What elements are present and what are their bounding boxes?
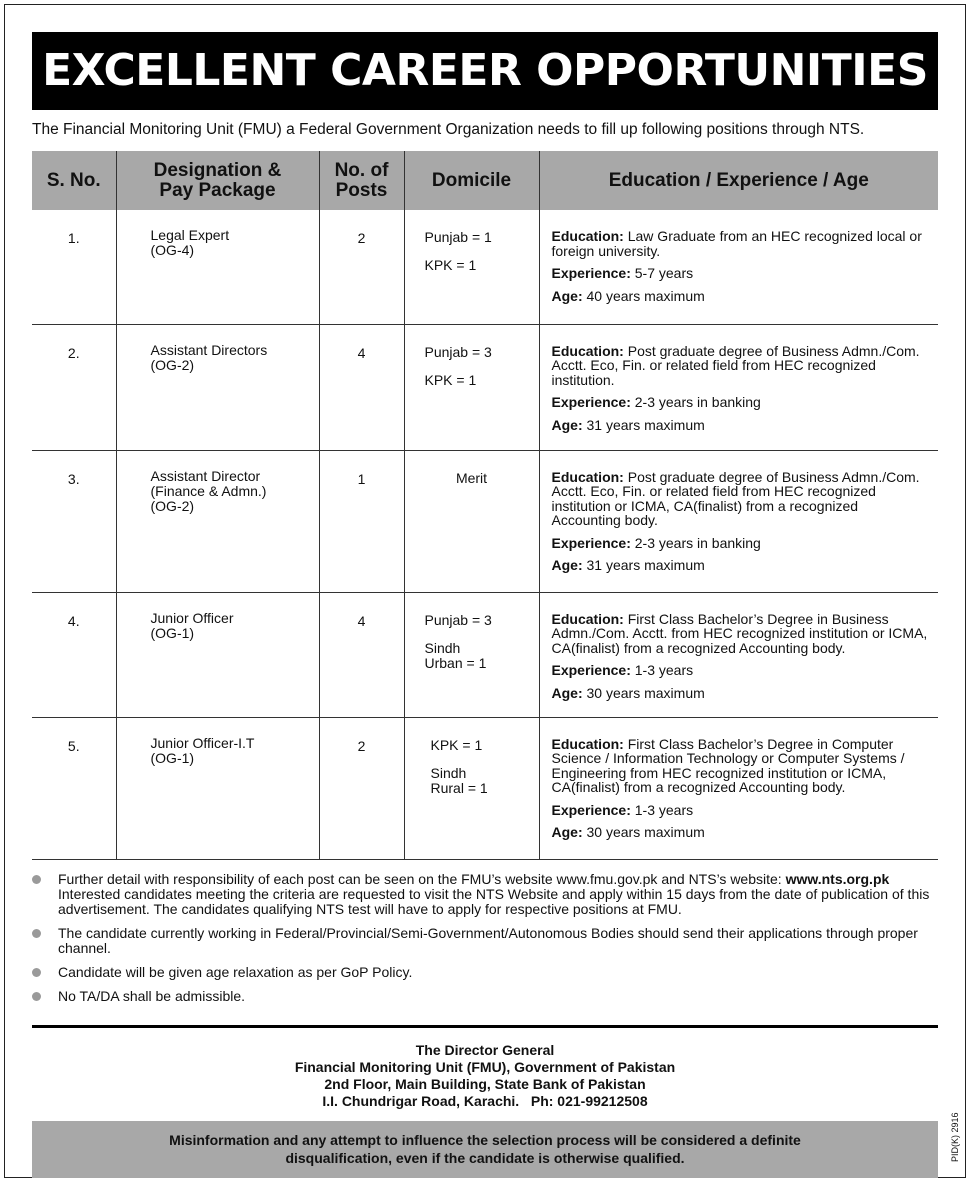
row-domicile (404, 592, 539, 717)
domicile-entry: KPK = 1 (430, 736, 483, 753)
experience-value: 2-3 years in banking (634, 394, 761, 410)
age-requirement (552, 418, 931, 433)
row-requirements (539, 717, 938, 859)
experience-requirement (552, 536, 931, 551)
experience-value: 1-3 years (634, 801, 694, 818)
table-row (32, 324, 938, 450)
age-value: 30 years maximum (586, 824, 705, 840)
education-value: First Class Bachelor’s Degree in Computer Science / Information Technology or Computer Systems / Engineering from HEC recognized institution or ICMA, CA(finalist) from a recognized Accounting body. (551, 735, 905, 795)
address-line: The Director General (415, 1042, 555, 1058)
experience-value: 2-3 years in banking (634, 534, 761, 551)
education-label: Education: (551, 468, 624, 485)
row-sno: 1. (67, 230, 80, 246)
note-text: No TA/DA shall be admissible. (58, 988, 246, 1004)
row-designation (116, 592, 319, 717)
header-designation-line1: Designation & (153, 159, 282, 181)
row-sno: 4. (67, 612, 80, 629)
experience-requirement (552, 803, 931, 818)
domicile-entry: KPK = 1 (424, 371, 477, 388)
designation-line: (OG-2) (150, 497, 195, 514)
education-label: Education: (551, 228, 624, 244)
list-item (32, 926, 942, 956)
contact-address (32, 1042, 938, 1110)
row-posts: 2 (319, 210, 404, 324)
header-domicile: Domicile (404, 151, 539, 210)
address-line: Financial Monitoring Unit (FMU), Government of Pakistan (294, 1059, 676, 1075)
table-row (32, 592, 938, 717)
age-label: Age: (551, 824, 583, 840)
designation-line: (OG-1) (150, 749, 195, 766)
header-education: Education / Experience / Age (539, 151, 938, 210)
notes-list (32, 872, 942, 1013)
address-line: I.I. Chundrigar Road, Karachi. Ph: 021-99212508 (322, 1093, 648, 1109)
bullet-icon (32, 968, 41, 977)
headline-banner: EXCELLENT CAREER OPPORTUNITIES (32, 32, 938, 110)
designation-line: (OG-1) (150, 624, 195, 641)
header-posts-line2: Posts (335, 179, 388, 201)
experience-requirement (552, 395, 931, 410)
domicile-entry: Sindh Urban = 1 (424, 639, 487, 671)
row-domicile (404, 324, 539, 450)
age-value: 40 years maximum (586, 287, 705, 304)
experience-label: Experience: (551, 394, 631, 410)
table-header-row (32, 151, 938, 210)
row-posts: 4 (319, 324, 404, 450)
domicile-entry: Merit (455, 469, 488, 486)
domicile-entry: Punjab = 1 (424, 229, 492, 245)
experience-requirement (552, 266, 931, 281)
intro-text: The Financial Monitoring Unit (FMU) a Federal Government Organization needs to fill up following positions through NTS. (32, 121, 865, 138)
row-sno: 3. (67, 470, 80, 487)
education-requirement (552, 737, 931, 795)
nts-website-link[interactable]: www.nts.org.pk (785, 871, 890, 887)
list-item (32, 989, 942, 1004)
experience-requirement (552, 663, 931, 678)
domicile-entry: Punjab = 3 (424, 611, 492, 628)
experience-label: Experience: (551, 534, 631, 551)
warning-line: Misinformation and any attempt to influence the selection process will be considered a definite (169, 1132, 801, 1148)
row-requirements (539, 324, 938, 450)
age-label: Age: (551, 557, 583, 573)
age-value: 31 years maximum (586, 557, 705, 573)
age-label: Age: (551, 684, 583, 701)
domicile-entry: Punjab = 3 (424, 343, 492, 360)
row-designation (116, 450, 319, 592)
bullet-icon (32, 992, 41, 1001)
table-row (32, 450, 938, 592)
bullet-icon (32, 929, 41, 938)
designation-line: Legal Expert (150, 227, 230, 243)
designation-line: (Finance & Admn.) (150, 482, 267, 499)
header-sno: S. No. (32, 151, 116, 210)
education-requirement (552, 612, 931, 656)
row-sno: 2. (67, 344, 80, 361)
row-domicile (404, 210, 539, 324)
note-text-continued: Interested candidates meeting the criteria are requested to visit the NTS Website and apply within 15 days from the date of publication of this advertisement. The candidates qualifying NTS test will have to apply for respective positions at FMU. (58, 886, 930, 917)
designation-line: Assistant Directors (150, 341, 268, 358)
designation-line: Assistant Director (150, 467, 261, 484)
row-posts: 1 (319, 450, 404, 592)
row-designation (116, 717, 319, 859)
header-designation-line2: Pay Package (159, 179, 276, 201)
row-designation (116, 210, 319, 324)
experience-label: Experience: (551, 265, 631, 281)
header-posts (319, 151, 404, 210)
age-value: 31 years maximum (586, 416, 705, 433)
experience-label: Experience: (551, 801, 631, 818)
table-row (32, 210, 938, 324)
age-label: Age: (551, 287, 583, 304)
education-label: Education: (551, 610, 624, 627)
header-designation (116, 151, 319, 210)
row-posts: 2 (319, 717, 404, 859)
education-requirement (552, 344, 931, 388)
table-row (32, 717, 938, 859)
row-sno: 5. (67, 737, 80, 754)
row-domicile (404, 717, 539, 859)
header-posts-line1: No. of (334, 159, 389, 181)
education-requirement (552, 470, 931, 528)
row-requirements (539, 450, 938, 592)
designation-line: (OG-2) (150, 356, 195, 373)
designation-line: Junior Officer (150, 609, 234, 626)
age-requirement (552, 558, 931, 573)
education-value: Law Graduate from an HEC recognized local or foreign university. (551, 228, 922, 259)
age-value: 30 years maximum (586, 684, 705, 701)
education-requirement (552, 229, 931, 258)
age-requirement (552, 289, 931, 304)
experience-value: 5-7 years (634, 265, 694, 281)
divider (32, 1025, 938, 1028)
age-requirement (552, 686, 931, 701)
warning-line: disqualification, even if the candidate is otherwise qualified. (285, 1150, 685, 1166)
list-item (32, 965, 942, 980)
warning-box (32, 1121, 938, 1178)
education-label: Education: (551, 735, 624, 752)
row-requirements (539, 592, 938, 717)
age-label: Age: (551, 416, 583, 433)
bullet-icon (32, 875, 41, 884)
designation-line: Junior Officer-I.T (150, 734, 255, 751)
designation-line: (OG-4) (150, 242, 195, 258)
education-value: First Class Bachelor’s Degree in Business Admn./Com. Acctt. from HEC recognized institution or ICMA, CA(finalist) from a recognized Accounting body. (551, 610, 928, 656)
list-item (32, 872, 942, 917)
experience-value: 1-3 years (634, 662, 694, 678)
education-label: Education: (551, 342, 624, 359)
note-text: Further detail with responsibility of each post can be seen on the FMU’s website www.fmu.gov.pk and NTS’s website: (58, 871, 786, 887)
note-text: The candidate currently working in Federal/Provincial/Semi-Government/Autonomous Bodies should send their applications through proper channel. (58, 925, 918, 956)
pid-code: PID(K) 2916 (950, 1112, 960, 1162)
row-domicile (404, 450, 539, 592)
education-value: Post graduate degree of Business Admn./Com. Acctt. Eco, Fin. or related field from HEC recognized institution. (551, 342, 920, 388)
experience-label: Experience: (551, 662, 631, 678)
note-text: Candidate will be given age relaxation as per GoP Policy. (58, 964, 413, 980)
address-line: 2nd Floor, Main Building, State Bank of Pakistan (324, 1076, 646, 1092)
education-value: Post graduate degree of Business Admn./Com. Acctt. Eco, Fin. or related field from HEC recognized institution or ICMA, CA(finalist) from a recognized Accounting body. (551, 468, 920, 528)
row-posts: 4 (319, 592, 404, 717)
row-designation (116, 324, 319, 450)
row-requirements (539, 210, 938, 324)
positions-table (32, 151, 938, 860)
domicile-entry: KPK = 1 (424, 257, 477, 273)
age-requirement (552, 825, 931, 840)
domicile-entry: Sindh Rural = 1 (430, 764, 488, 796)
